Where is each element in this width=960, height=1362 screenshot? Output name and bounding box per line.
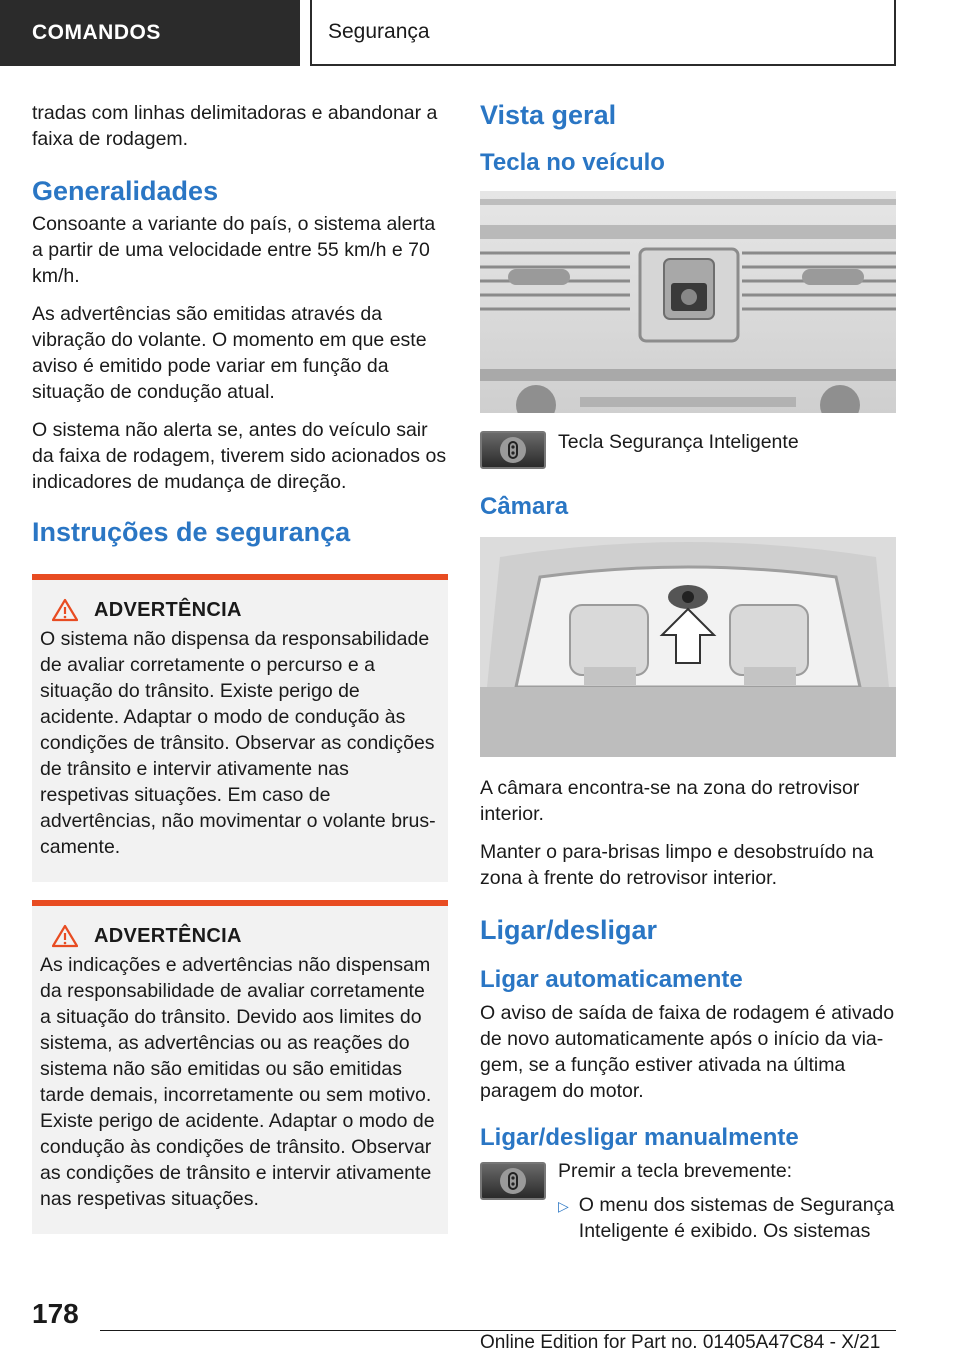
warning-triangle-icon [52, 924, 78, 948]
auto-paragraph: O aviso de saída de faixa de rodagem é ativado de novo automaticamente após o início da viagem, se a função estiver ativada na última paragem do motor. [480, 1002, 895, 1102]
manual-row [480, 1162, 896, 1256]
footer-edition: Online Edition for Part no. 01405A47C84 - X/21 [480, 1332, 881, 1353]
intro-paragraph: tradas com linhas delimitadoras e abandonar a faixa de rodagem. [32, 102, 438, 150]
camera-p2: Manter o para-brisas limpo e desobstruído na zona à frente do retrovisor interior. [480, 841, 874, 889]
manual-heading: Ligar/desligar manualmente [480, 1124, 799, 1151]
page-number: 178 [32, 1298, 79, 1329]
triangle-bullet-icon: ▷ [558, 1198, 569, 1214]
onoff-heading: Ligar/desligar [480, 915, 658, 945]
intelligent-safety-button-icon [480, 431, 546, 469]
intelligent-safety-button-icon [480, 1162, 546, 1200]
warning-title: ADVERTÊNCIA [94, 598, 242, 621]
generalidades-p2: As advertências são emitidas através da vibração do volante. O momento em que este aviso é emitido pode variar em função da situação de condução atual. [32, 303, 427, 403]
dashboard-button-photo [480, 191, 896, 413]
generalidades-heading: Generalidades [32, 176, 219, 206]
warning-title: ADVERTÊNCIA [94, 924, 242, 947]
warning-text: O sistema não dispensa da responsabilidade de avaliar corretamente o percurso e a situação do trânsito. Existe perigo de acidente. Adaptar o modo de condução às condições de trânsito. Observar as condições de trânsito e intervir ativamente nas respetivas situações. Em caso de advertências, não movimentar o volante bruscamente. [40, 628, 436, 858]
camera-p1: A câmara encontra-se na zona do retrovisor interior. [480, 777, 860, 825]
key-caption-row [480, 431, 896, 469]
right-column [480, 100, 896, 1256]
warning-box-2 [32, 900, 448, 1234]
manual-bullet-text: O menu dos sistemas de Segurança Inteligente é exibido. Os sistemas [578, 1194, 895, 1242]
chapter-tab: COMANDOS [0, 0, 300, 66]
generalidades-p3: O sistema não alerta se, antes do veículo sair da faixa de rodagem, tiverem sido acionados os indicadores de mudança de direção. [32, 419, 447, 493]
left-column [32, 100, 448, 1252]
auto-heading: Ligar automaticamente [480, 966, 743, 993]
overview-heading: Vista geral [480, 100, 617, 130]
section-title: Segurança [310, 0, 896, 66]
key-heading: Tecla no veículo [480, 149, 665, 176]
rear-window-camera-photo [480, 537, 896, 757]
safety-heading: Instruções de segurança [32, 517, 351, 547]
key-caption: Tecla Segurança Inteligente [558, 431, 799, 453]
generalidades-p1: Consoante a variante do país, o sistema alerta a partir de uma velocidade entre 55 km/h e 70 km/h. [32, 213, 436, 287]
list-item [558, 1192, 896, 1256]
warning-triangle-icon [52, 598, 78, 622]
footer-divider [100, 1330, 896, 1331]
warning-text: As indicações e advertências não dispensam da responsabilidade de avaliar corretamente a situação do trânsito. Devido aos limites do sistema, as advertências ou as reações do sistema não são emitidas ou são emitidas tarde demais, incorretamente ou sem motivo. Existe perigo de acidente. Adaptar o modo de condução às condições de trânsito. Observar as condições de trânsito e intervir ativamente nas respetivas situações. [40, 954, 435, 1210]
warning-box-1 [32, 574, 448, 882]
manual-paragraph: Premir a tecla brevemente: [558, 1160, 793, 1182]
camera-heading: Câmara [480, 493, 569, 520]
